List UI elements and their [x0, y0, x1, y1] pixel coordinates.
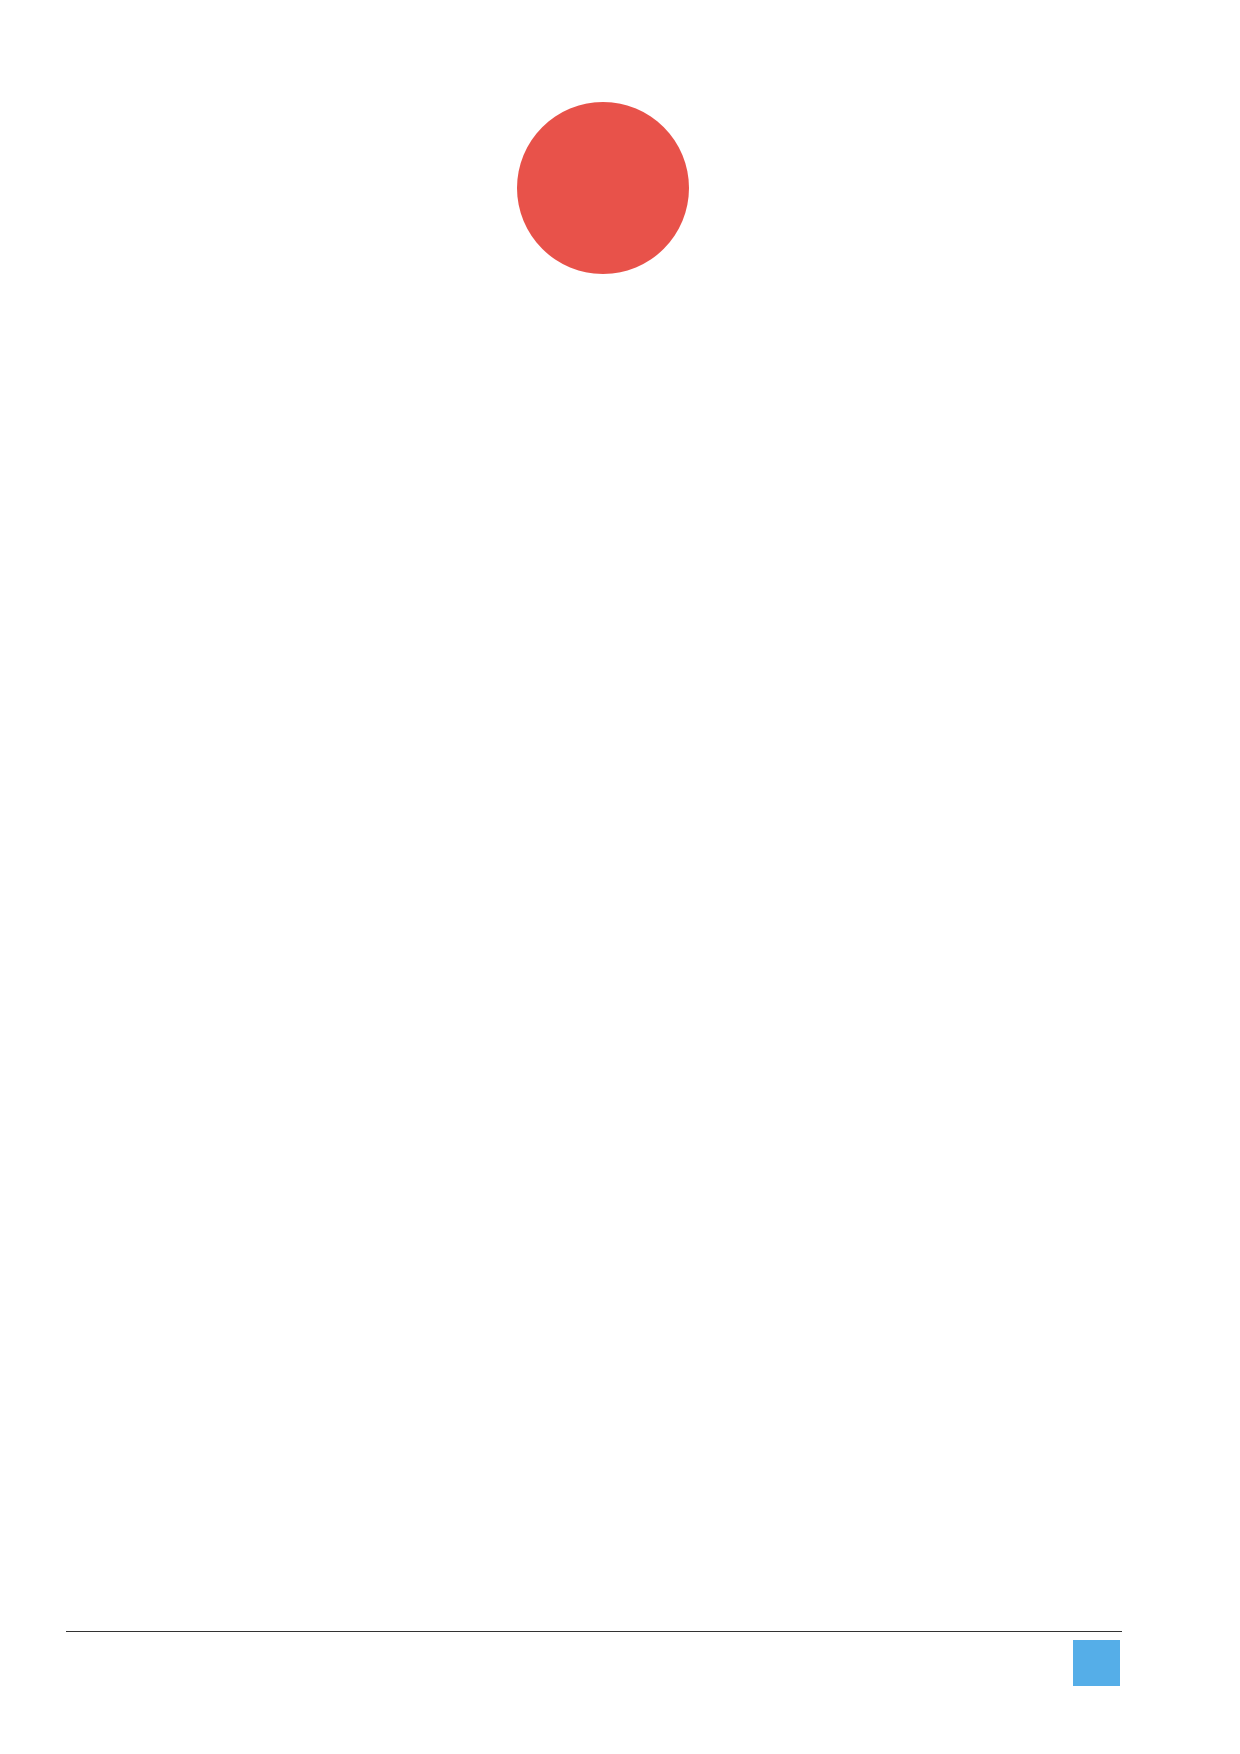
ornamental-border-left: [44, 56, 66, 1686]
logo-circle: [517, 102, 689, 274]
page-number-box: [1073, 1640, 1120, 1686]
ornamental-border-right: [1176, 56, 1198, 1686]
company-logo: [515, 100, 691, 276]
ornamental-border-bottom: [46, 1676, 1194, 1698]
footer-divider: [66, 1631, 1122, 1632]
ornamental-border-top: [46, 46, 1194, 68]
